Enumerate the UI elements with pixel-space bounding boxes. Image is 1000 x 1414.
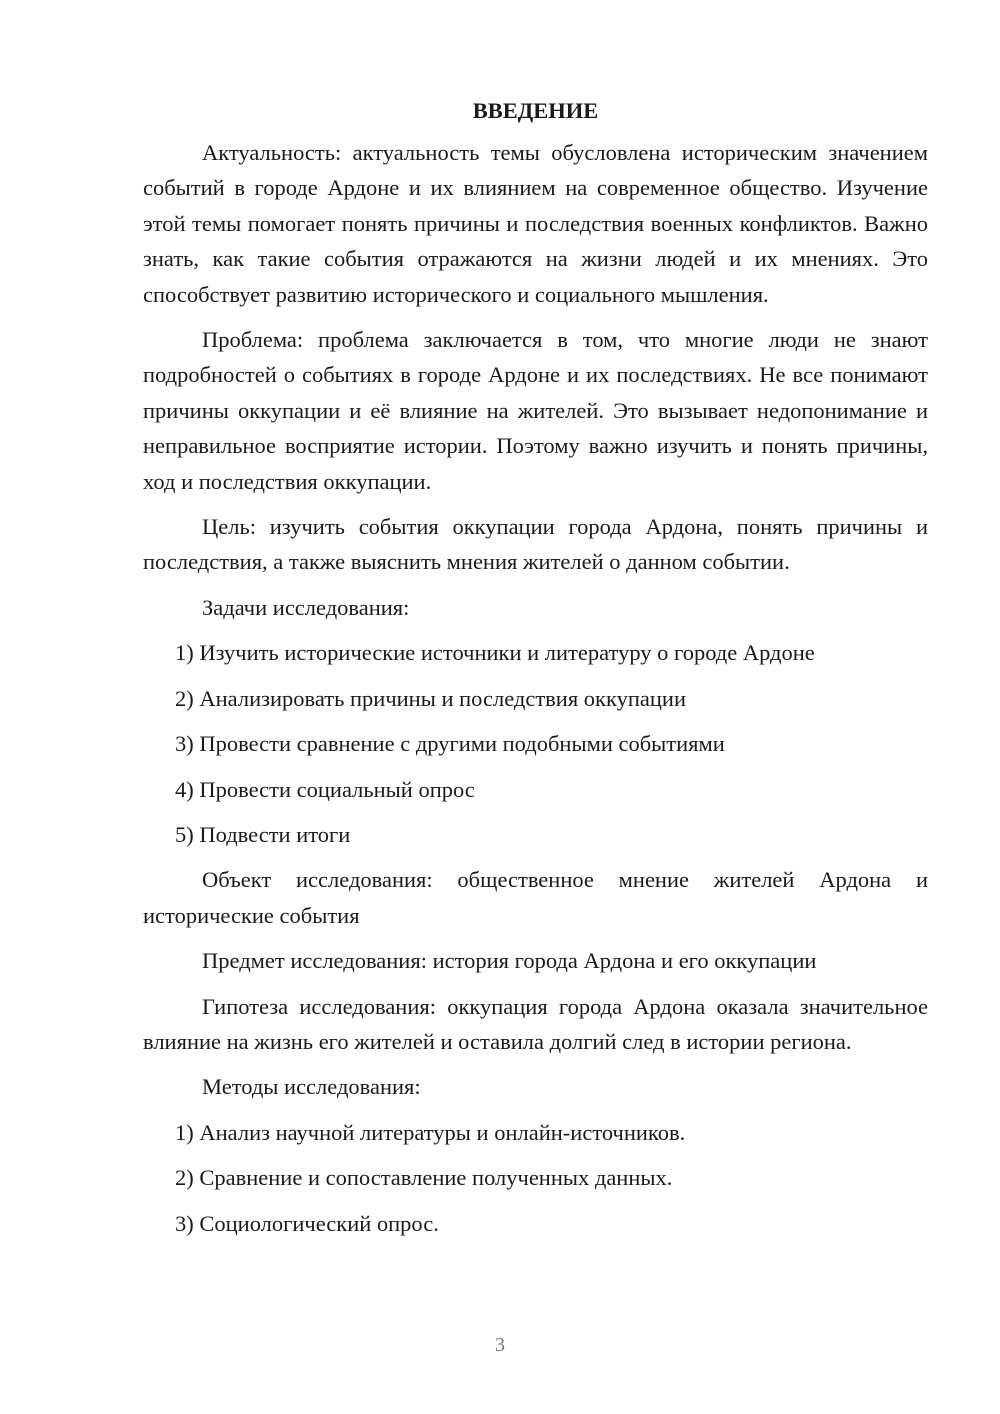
list-item: 5) Подвести итоги [175, 821, 351, 847]
paragraph-goal: Цель: изучить события оккупации города Ардона, понять причины и последствия, а также выяснить мнения жителей о данном событии. [143, 514, 928, 575]
paragraph-problem: Проблема: проблема заключается в том, что многие люди не знают подробностей о событиях в городе Ардоне и их последствиях. Не все понимают причины оккупации и её влияние на жителей. Это вызывает недопонимание и неправильное восприятие истории. Поэтому важно изучить и понять причины, ход и последствия оккупации. [143, 327, 928, 494]
methods-heading: Методы исследования: [202, 1074, 421, 1100]
paragraph-subject: Предмет исследования: история города Ардона и его оккупации [202, 948, 817, 974]
list-item: 1) Анализ научной литературы и онлайн-источников. [175, 1119, 686, 1145]
list-item: 4) Провести социальный опрос [175, 776, 475, 802]
paragraph-hypothesis: Гипотеза исследования: оккупация города Ардона оказала значительное влияние на жизнь его жителей и оставила долгий след в истории региона. [143, 993, 928, 1054]
paragraph-relevance: Актуальность: актуальность темы обусловлена историческим значением событий в городе Ардоне и их влиянием на современное общество. Изучение этой темы помогает понять причины и последствия военных конфликтов. Важно знать, как такие события отражаются на жизни людей и их мнениях. Это способствует развитию исторического и социального мышления. [143, 140, 928, 307]
tasks-list [143, 635, 928, 852]
list-item: 3) Социологический опрос. [175, 1210, 439, 1236]
section-title: ВВЕДЕНИЕ [472, 98, 599, 123]
list-item: 1) Изучить исторические источники и литературу о городе Ардоне [175, 640, 815, 666]
paragraph-object: Объект исследования: общественное мнение жителей Ардона и исторические события [143, 867, 928, 928]
document-page [143, 96, 928, 1251]
list-item: 2) Анализировать причины и последствия оккупации [175, 685, 686, 711]
list-item: 3) Провести сравнение с другими подобными событиями [175, 731, 725, 757]
methods-list [143, 1115, 928, 1241]
list-item: 2) Сравнение и сопоставление полученных данных. [175, 1165, 673, 1191]
page-number: 3 [495, 1334, 505, 1356]
tasks-heading: Задачи исследования: [202, 594, 410, 620]
